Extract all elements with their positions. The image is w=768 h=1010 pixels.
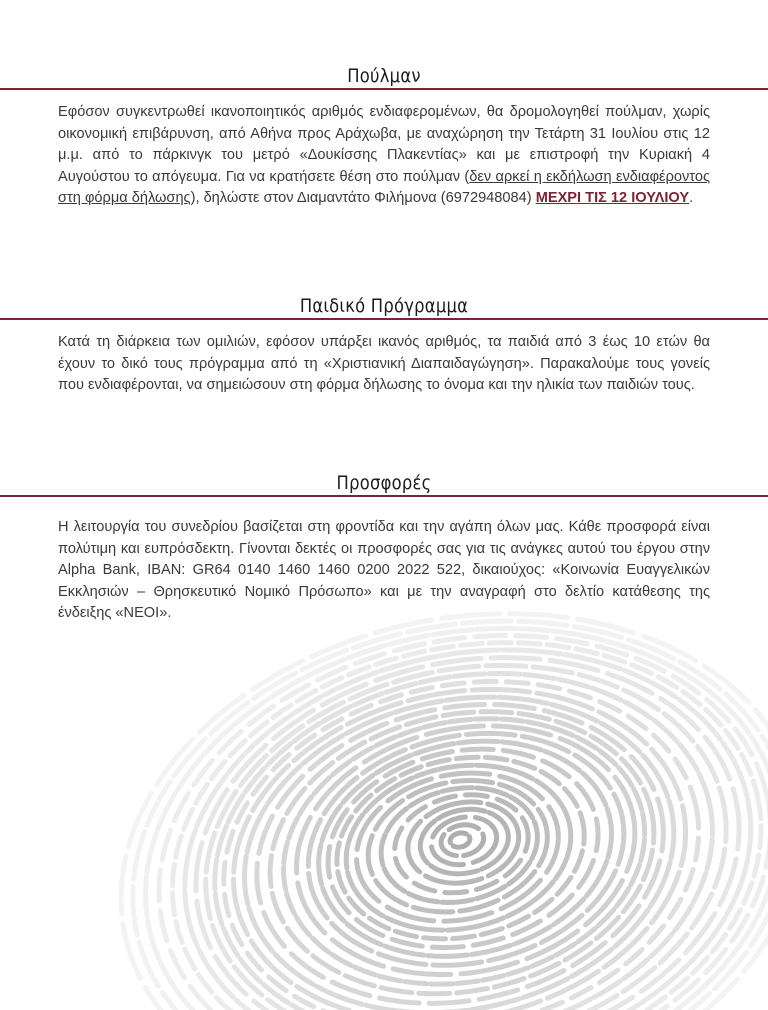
heading-divider <box>0 318 768 320</box>
section-title: Πούλμαν <box>347 65 421 87</box>
section-kids-program <box>0 294 768 397</box>
bus-deadline: ΜΕΧΡΙ ΤΙΣ 12 ΙΟΥΛΙΟΥ <box>535 190 690 206</box>
bus-underlined-note: δεν αρκεί η εκδήλωση ενδιαφέροντος στη φόρμα δήλωσης <box>58 168 710 206</box>
fingerprint-icon <box>100 590 768 1010</box>
section-kids-header <box>0 294 768 320</box>
heading-divider <box>0 88 768 90</box>
bus-text-middle: ), δηλώστε στον Διαμαντάτο Φιλήμονα (6972948084) <box>190 190 536 206</box>
section-kids-text: Κατά τη διάρκεια των ομιλιών, εφόσον υπάρξει ικανός αριθμός, τα παιδιά από 3 έως 10 ετών θα έχουν το δικό τους πρόγραμμα από τη «Χριστιανική Διαπαιδαγώγηση». Παρακαλούμε τους γονείς που ενδιαφέρονται, να σημειώσουν στη φόρμα δήλωσης το όνομα και την ηλικία των παιδιών τους. <box>58 334 710 393</box>
bus-text-before: Εφόσον συγκεντρωθεί ικανοποιητικός αριθμός ενδιαφερομένων, θα δρομολογηθεί πούλμαν, χωρίς οικονομική επιβάρυνση, από Αθήνα προς Αράχωβα, με αναχώρηση την Τετάρτη 31 Ιουλίου στις 12 μ.μ. από το πάρκινγκ του μετρό «Δουκίσσης Πλακεντίας» και με επιστροφή την Κυριακή 4 Αυγούστου το απόγευμα. Για να κρατήσετε θέση στο πούλμαν ( <box>58 104 710 185</box>
section-donations-text: Η λειτουργία του συνεδρίου βασίζεται στη φροντίδα και την αγάπη όλων μας. Κάθε προσφορά είναι πολύτιμη και ευπρόσδεκτη. Γίνονται δεκτές οι προσφορές σας για τις ανάγκες αυτού του έργου στην Alpha Bank, IBAN: GR64 0140 1460 1460 0200 2022 522, δικαιούχος: «Κοινωνία Ευαγγελικών Εκκλησιών – Θρησκευτικό Νομικό Πρόσωπο» και με την αναγραφή στο δελτίο κατάθεσης της ένδειξης «ΝΕΟΙ». <box>58 519 710 621</box>
section-bus <box>0 64 768 210</box>
section-title: Προσφορές <box>336 472 432 494</box>
section-donations-header <box>0 471 768 497</box>
bus-text-after: . <box>689 190 694 206</box>
section-bus-header <box>0 64 768 90</box>
fingerprint-ridge <box>449 831 471 849</box>
heading-divider <box>0 495 768 497</box>
fingerprint-ridge <box>438 821 486 860</box>
section-title: Παιδικό Πρόγραμμα <box>299 295 469 317</box>
section-bus-text <box>58 102 710 210</box>
